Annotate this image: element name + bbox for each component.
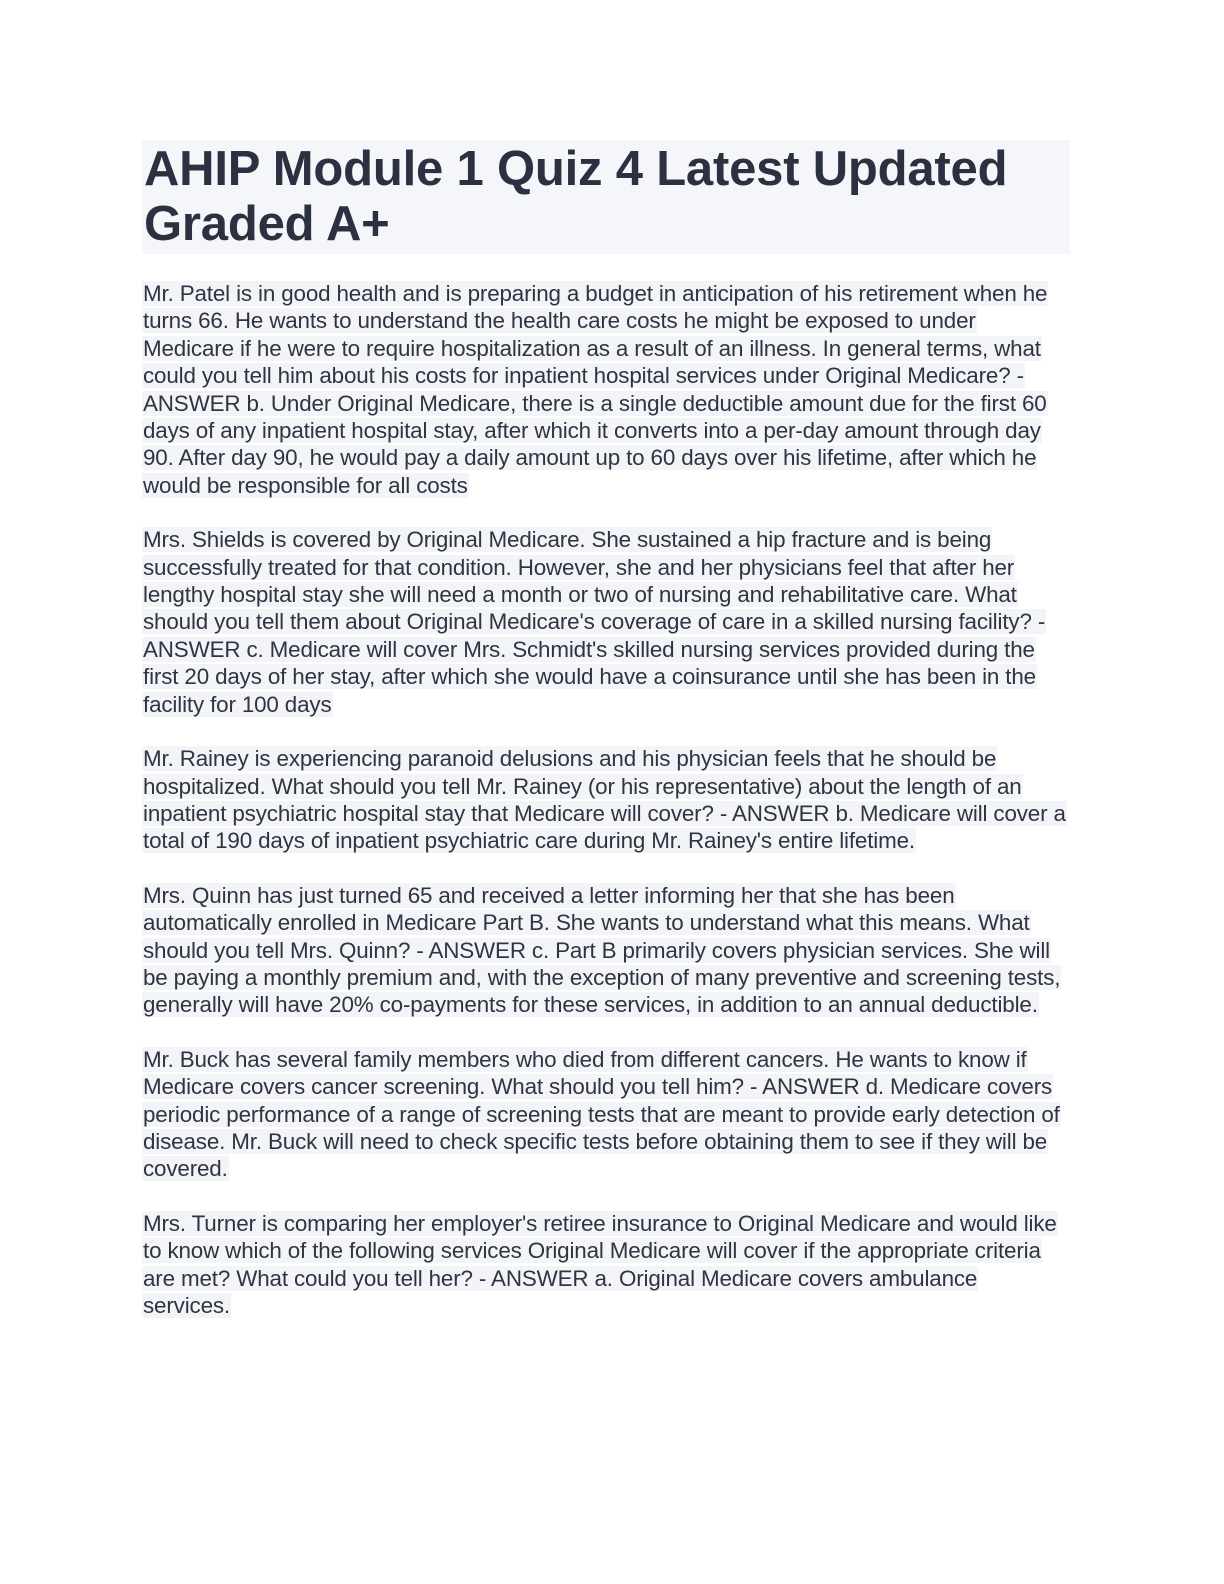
qa-item bbox=[142, 745, 1070, 855]
qa-text: Mr. Buck has several family members who died from different cancers. He wants to know if Medicare covers cancer screening. What should you tell him? - ANSWER d. Medicare covers periodic performance of a range of screening tests that are meant to provide early detection of disease. Mr. Buck will need to check specific tests before obtaining them to see if they will be covered. bbox=[143, 1046, 1060, 1182]
qa-text: Mr. Rainey is experiencing paranoid delusions and his physician feels that he should be hospitalized. What should you tell Mr. Rainey (or his representative) about the length of an inpatient psychiatric hospital stay that Medicare will cover? - ANSWER b. Medicare will cover a total of 190 days of inpatient psychiatric care during Mr. Rainey's entire lifetime. bbox=[143, 746, 1066, 854]
page-title: AHIP Module 1 Quiz 4 Latest Updated Graded A+ bbox=[144, 142, 1008, 251]
qa-text: Mrs. Shields is covered by Original Medicare. She sustained a hip fracture and is being successfully treated for that condition. However, she and her physicians feel that after her lengthy hospital stay she will need a month or two of nursing and rehabilitative care. What should you tell them about Original Medicare's coverage of care in a skilled nursing facility? - ANSWER c. Medicare will cover Mrs. Schmidt's skilled nursing services provided during the first 20 days of her stay, after which she would have a coinsurance until she has been in the facility for 100 days bbox=[143, 527, 1046, 717]
qa-item bbox=[142, 526, 1070, 718]
qa-item bbox=[142, 280, 1070, 499]
qa-item bbox=[142, 882, 1070, 1019]
qa-text: Mrs. Quinn has just turned 65 and received a letter informing her that she has been automatically enrolled in Medicare Part B. She wants to understand what this means. What should you tell Mrs. Quinn? - ANSWER c. Part B primarily covers physician services. She will be paying a monthly premium and, with the exception of many preventive and screening tests, generally will have 20% co-payments for these services, in addition to an annual deductible. bbox=[143, 882, 1061, 1018]
qa-item bbox=[142, 1210, 1070, 1320]
document-page bbox=[142, 140, 1070, 1346]
title-block bbox=[142, 140, 1070, 254]
qa-text: Mr. Patel is in good health and is preparing a budget in anticipation of his retirement when he turns 66. He wants to understand the health care costs he might be exposed to under Medicare if he were to require hospitalization as a result of an illness. In general terms, what could you tell him about his costs for inpatient hospital services under Original Medicare? - ANSWER b. Under Original Medicare, there is a single deductible amount due for the first 60 days of any inpatient hospital stay, after which it converts into a per-day amount through day 90. After day 90, he would pay a daily amount up to 60 days over his lifetime, after which he would be responsible for all costs bbox=[143, 281, 1048, 498]
qa-item bbox=[142, 1046, 1070, 1183]
qa-text: Mrs. Turner is comparing her employer's retiree insurance to Original Medicare and would like to know which of the following services Original Medicare will cover if the appropriate criteria are met? What could you tell her? - ANSWER a. Original Medicare covers ambulance services. bbox=[143, 1210, 1057, 1318]
